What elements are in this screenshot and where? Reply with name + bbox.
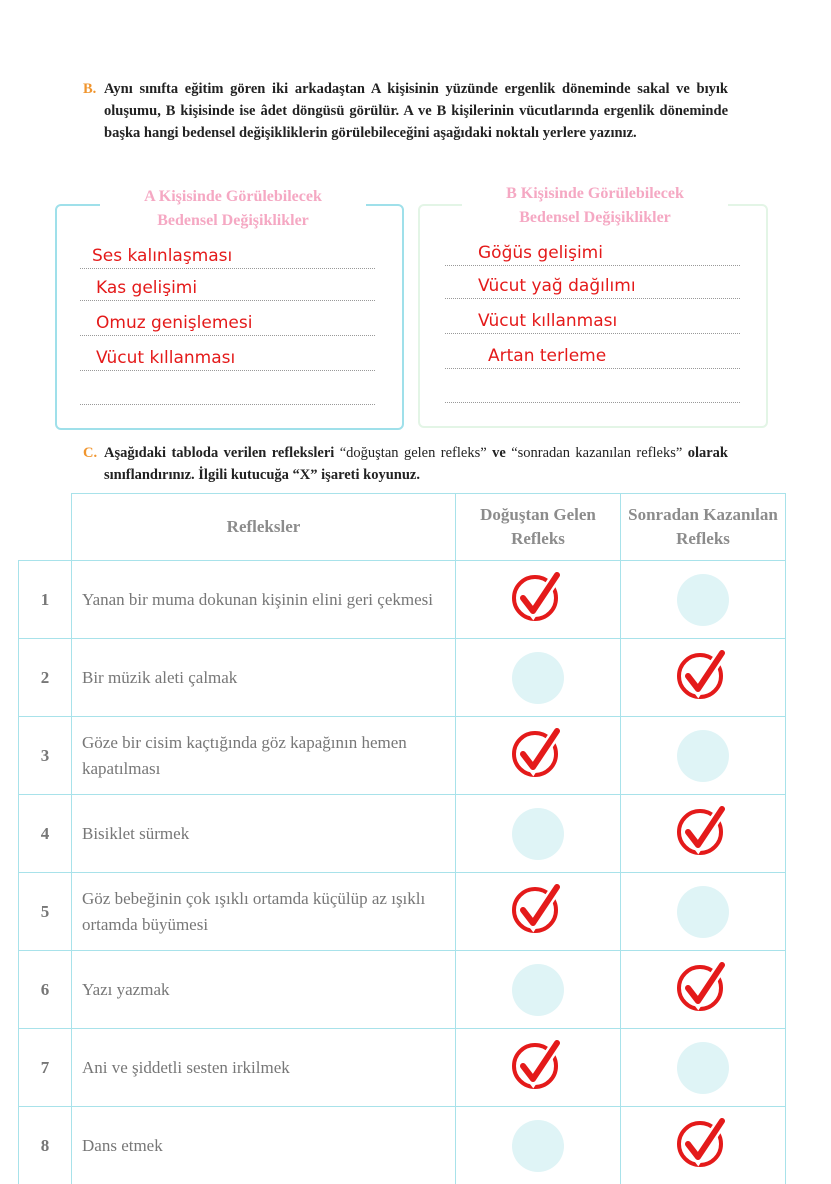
header-sonradan: Sonradan Kazanılan Refleks <box>621 494 786 561</box>
checkmark-icon[interactable] <box>511 1039 565 1097</box>
reflex-table <box>18 493 786 1184</box>
empty-checkbox[interactable] <box>677 886 729 938</box>
empty-checkbox[interactable] <box>512 652 564 704</box>
question-b <box>83 78 728 144</box>
answer-line[interactable] <box>445 333 740 334</box>
checkmark-icon[interactable] <box>676 805 730 863</box>
header-dogustan: Doğuştan Gelen Refleks <box>456 494 621 561</box>
box-b-title-line2: Bedensel Değişiklikler <box>519 209 671 226</box>
table-row <box>19 873 786 951</box>
dogustan-cell[interactable] <box>456 795 621 873</box>
table-header <box>19 494 786 561</box>
row-number: 7 <box>19 1029 72 1107</box>
row-number: 8 <box>19 1107 72 1184</box>
answer-line[interactable] <box>445 265 740 266</box>
reflex-text: Dans etmek <box>72 1107 456 1184</box>
row-number: 3 <box>19 717 72 795</box>
box-a-title-line1: A Kişisinde Görülebilecek <box>144 188 322 205</box>
table-row <box>19 639 786 717</box>
checkmark-icon[interactable] <box>511 883 565 941</box>
reflex-text: Yazı yazmak <box>72 951 456 1029</box>
answer-text: Vücut yağ dağılımı <box>478 276 636 296</box>
dogustan-cell[interactable] <box>456 561 621 639</box>
sonradan-cell[interactable] <box>621 1029 786 1107</box>
answer-line[interactable] <box>80 335 375 336</box>
dogustan-cell[interactable] <box>456 1029 621 1107</box>
sonradan-cell[interactable] <box>621 1107 786 1184</box>
reflex-text: Göze bir cisim kaçtığında göz kapağının hemen kapatılması <box>72 717 456 795</box>
row-number: 4 <box>19 795 72 873</box>
question-b-text: Aynı sınıfta eğitim gören iki arkadaştan A kişisinin yüzünde ergenlik döneminde sakal ve bıyık oluşumu, B kişisinde ise âdet döngüsü görülür. A ve B kişilerinin vücutlarında ergenlik döneminde başka hangi bedensel değişikliklerin görülebileceğini aşağıdaki noktalı yerlere yazınız. <box>104 81 728 141</box>
box-a-title-line2: Bedensel Değişiklikler <box>157 212 309 229</box>
table-row <box>19 1107 786 1184</box>
dogustan-cell[interactable] <box>456 951 621 1029</box>
reflex-text: Göz bebeğinin çok ışıklı ortamda küçülüp az ışıklı ortamda büyümesi <box>72 873 456 951</box>
empty-checkbox[interactable] <box>512 1120 564 1172</box>
answer-text: Vücut kıllanması <box>478 311 618 331</box>
answer-line[interactable] <box>445 368 740 369</box>
answer-text: Ses kalınlaşması <box>92 246 233 266</box>
answer-line[interactable] <box>80 404 375 405</box>
row-number: 5 <box>19 873 72 951</box>
table-row <box>19 951 786 1029</box>
table-row <box>19 795 786 873</box>
question-c-text2: olarak sınıflandırınız. İlgili kutucuğa “X” işareti koyunuz. <box>104 445 728 483</box>
answer-text: Göğüs gelişimi <box>478 243 603 263</box>
question-c <box>83 442 728 486</box>
question-c-text1: Aşağıdaki tabloda verilen refleksleri <box>104 445 335 461</box>
question-c-quote1: “doğuştan gelen refleks” <box>334 445 493 461</box>
row-number: 1 <box>19 561 72 639</box>
dogustan-cell[interactable] <box>456 873 621 951</box>
checkmark-icon[interactable] <box>511 727 565 785</box>
empty-checkbox[interactable] <box>677 730 729 782</box>
table-row <box>19 561 786 639</box>
question-c-ve: ve <box>492 445 506 461</box>
reflex-text: Bir müzik aleti çalmak <box>72 639 456 717</box>
answer-line[interactable] <box>445 298 740 299</box>
table-row <box>19 717 786 795</box>
question-c-text <box>83 442 728 486</box>
row-number: 2 <box>19 639 72 717</box>
empty-checkbox[interactable] <box>512 964 564 1016</box>
sonradan-cell[interactable] <box>621 561 786 639</box>
row-number: 6 <box>19 951 72 1029</box>
empty-checkbox[interactable] <box>677 1042 729 1094</box>
answer-line[interactable] <box>80 370 375 371</box>
answer-line[interactable] <box>80 268 375 269</box>
question-b-letter: B. <box>83 81 97 97</box>
question-c-letter: C. <box>83 445 98 461</box>
checkmark-icon[interactable] <box>511 571 565 629</box>
checkmark-icon[interactable] <box>676 1117 730 1175</box>
box-b-title-line1: B Kişisinde Görülebilecek <box>506 185 684 202</box>
checkmark-icon[interactable] <box>676 649 730 707</box>
sonradan-cell[interactable] <box>621 873 786 951</box>
answer-text: Omuz genişlemesi <box>96 313 253 333</box>
sonradan-cell[interactable] <box>621 951 786 1029</box>
answer-line[interactable] <box>445 402 740 403</box>
answer-text: Artan terleme <box>488 346 607 366</box>
box-b-title <box>462 182 728 230</box>
box-a-title <box>100 185 366 233</box>
question-c-quote2: “sonradan kazanılan refleks” <box>505 445 688 461</box>
checkmark-icon[interactable] <box>676 961 730 1019</box>
answer-text: Kas gelişimi <box>96 278 198 298</box>
reflex-text: Ani ve şiddetli sesten irkilmek <box>72 1029 456 1107</box>
header-reflexes: Refleksler <box>72 494 456 561</box>
sonradan-cell[interactable] <box>621 795 786 873</box>
dogustan-cell[interactable] <box>456 717 621 795</box>
sonradan-cell[interactable] <box>621 717 786 795</box>
dogustan-cell[interactable] <box>456 639 621 717</box>
reflex-text: Yanan bir muma dokunan kişinin elini geri çekmesi <box>72 561 456 639</box>
answer-text: Vücut kıllanması <box>96 348 236 368</box>
table-row <box>19 1029 786 1107</box>
dogustan-cell[interactable] <box>456 1107 621 1184</box>
sonradan-cell[interactable] <box>621 639 786 717</box>
empty-checkbox[interactable] <box>512 808 564 860</box>
answer-line[interactable] <box>80 300 375 301</box>
empty-checkbox[interactable] <box>677 574 729 626</box>
reflex-text: Bisiklet sürmek <box>72 795 456 873</box>
